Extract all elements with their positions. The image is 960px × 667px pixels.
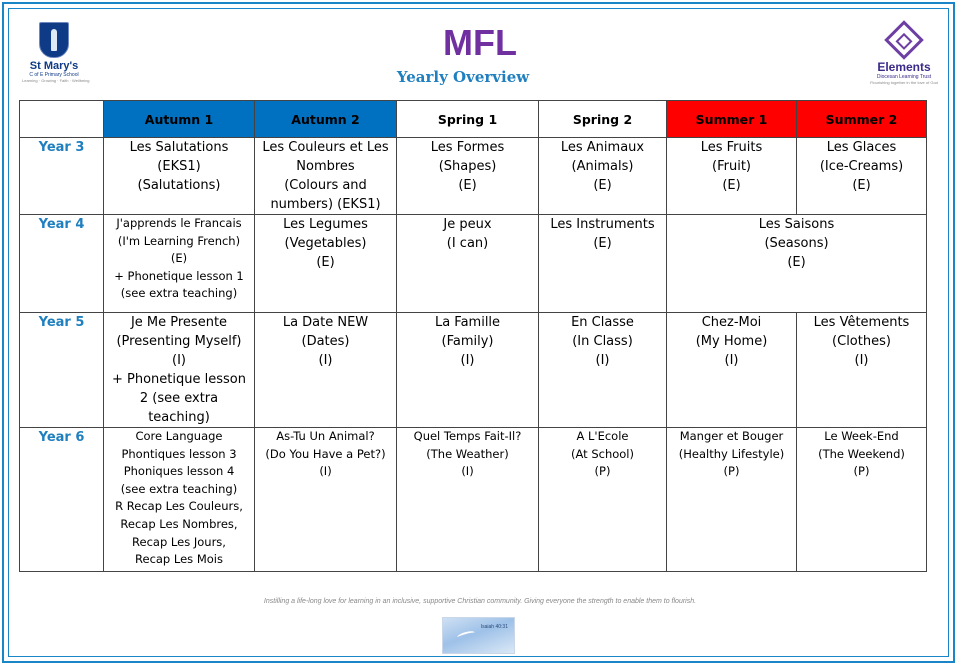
topic-line: Recap Les Nombres,	[120, 516, 238, 531]
topic-line: J'apprends le Francais	[116, 216, 242, 230]
topic-cell	[397, 215, 539, 313]
topic-line: En Classe	[571, 315, 634, 330]
topic-line: Les Salutations	[129, 140, 229, 155]
topic-line: (I)	[172, 353, 186, 368]
topic-line: Recap Les Mois	[135, 552, 223, 567]
topic-line: Recap Les Jours,	[132, 534, 226, 549]
topic-line: teaching)	[148, 410, 210, 425]
topic-line: (Animals)	[571, 159, 634, 174]
topic-cell	[797, 428, 927, 572]
eagle-icon	[457, 630, 476, 640]
topic-cell	[797, 313, 927, 428]
scripture-image	[442, 617, 515, 654]
topic-cell	[255, 428, 397, 572]
topic-cell	[255, 313, 397, 428]
topic-cell	[539, 313, 667, 428]
page-title: MFL	[443, 22, 517, 63]
school-logo-name: St Mary's	[29, 60, 79, 72]
topic-cell	[667, 138, 797, 215]
topic-line: (Ice-Creams)	[819, 159, 904, 174]
topic-line: (In Class)	[572, 334, 633, 349]
topic-cell	[397, 138, 539, 215]
topic-line: (Do You Have a Pet?)	[265, 446, 386, 461]
trust-emblem-icon	[884, 20, 924, 60]
topic-cell	[667, 428, 797, 572]
table-row	[20, 138, 927, 215]
topic-line: (E)	[593, 236, 612, 251]
trust-logo-sub: Diocesan Learning Trust	[876, 74, 932, 80]
topic-line: Phontiques lesson 3	[121, 446, 237, 461]
topic-line: Je Me Presente	[130, 315, 228, 330]
topic-line: (Family)	[441, 334, 494, 349]
topic-line: Les Instruments	[550, 217, 655, 232]
term-header-autumn-2: Autumn 2	[255, 101, 397, 138]
term-header-summer-2: Summer 2	[797, 101, 927, 138]
topic-line: (Salutations)	[137, 178, 221, 193]
table-row	[20, 428, 927, 572]
topic-line: (I)	[318, 353, 333, 368]
topic-line: (Shapes)	[438, 159, 497, 174]
page-subtitle: Yearly Overview	[396, 68, 530, 86]
topic-line: (Fruit)	[712, 159, 751, 174]
topic-line: (Dates)	[301, 334, 350, 349]
topic-line: (P)	[594, 464, 611, 479]
topic-line: (P)	[853, 464, 870, 479]
topic-line: Le Week-End	[824, 429, 899, 443]
topic-line: (I)	[319, 464, 332, 479]
topic-cell	[397, 313, 539, 428]
topic-line: Les Formes	[430, 140, 505, 155]
year-label: Year 3	[20, 138, 104, 215]
topic-cell	[104, 138, 255, 215]
yearly-overview-table	[19, 100, 927, 572]
topic-line: R Recap Les Couleurs,	[115, 499, 243, 514]
term-header-spring-2: Spring 2	[539, 101, 667, 138]
topic-line: (E)	[593, 178, 612, 193]
topic-cell	[104, 215, 255, 313]
topic-cell	[255, 138, 397, 215]
topic-cell	[667, 313, 797, 428]
topic-line: (see extra teaching)	[120, 481, 238, 496]
school-motto: Instilling a life-long love for learning in an inclusive, supportive Christian community. Giving everyone the strength to enable them to flourish.	[263, 598, 697, 605]
topic-line: (E)	[170, 251, 188, 266]
topic-line: Chez-Moi	[701, 315, 762, 330]
topic-line: Les Legumes	[283, 217, 368, 232]
year-label: Year 4	[20, 215, 104, 313]
topic-line: (The Weekend)	[818, 446, 905, 461]
topic-line: (E)	[852, 178, 871, 193]
topic-line: (Clothes)	[832, 334, 891, 349]
topic-line: (E)	[722, 178, 741, 193]
topic-line: (Colours and	[284, 178, 367, 193]
topic-line: Les Saisons	[758, 217, 835, 232]
topic-line: Je peux	[443, 217, 492, 232]
topic-cell	[539, 138, 667, 215]
topic-line: Nombres	[296, 159, 355, 174]
topic-line: Quel Temps Fait-Il?	[413, 429, 522, 443]
topic-line: (I)	[854, 353, 869, 368]
topic-line: Les Animaux	[560, 140, 645, 155]
topic-line: (My Home)	[695, 334, 768, 349]
topic-line: (At School)	[571, 446, 634, 461]
scripture-reference: Isaiah 40:31	[480, 624, 508, 630]
topic-line: (Healthy Lifestyle)	[678, 446, 785, 461]
topic-line: (EKS1)	[157, 159, 201, 174]
topic-line: (The Weather)	[426, 446, 509, 461]
topic-line: (see extra teaching)	[120, 286, 238, 301]
trust-logo-tagline: Flourishing together in the love of God	[870, 80, 938, 85]
topic-line: La Date NEW	[282, 315, 369, 330]
topic-line: (I'm Learning French)	[117, 233, 241, 248]
topic-line: Les Vêtements	[813, 315, 910, 330]
topic-line: (P)	[723, 464, 740, 479]
topic-line: (Seasons)	[764, 236, 829, 251]
topic-cell	[667, 215, 927, 313]
school-logo-tagline: Learning · Growing · Faith · Wellbeing	[22, 78, 90, 83]
topic-line: (I)	[595, 353, 610, 368]
topic-line: (I)	[461, 464, 474, 479]
topic-line: Core Language	[135, 429, 223, 443]
term-header-spring-1: Spring 1	[397, 101, 539, 138]
topic-line: Les Fruits	[700, 140, 763, 155]
topic-line: Phoniques lesson 4	[123, 464, 235, 479]
year-label: Year 6	[20, 428, 104, 572]
topic-line: La Famille	[434, 315, 501, 330]
topic-line: Les Glaces	[826, 140, 897, 155]
table-row	[20, 313, 927, 428]
trust-logo-name: Elements	[877, 60, 931, 74]
topic-line: (I)	[724, 353, 739, 368]
topic-line: (Vegetables)	[284, 236, 367, 251]
topic-line: Les Couleurs et Les	[262, 140, 389, 155]
topic-line: Manger et Bouger	[679, 429, 784, 443]
school-logo-sub: C of E Primary School	[29, 72, 79, 78]
topic-cell	[104, 313, 255, 428]
topic-line: numbers) (EKS1)	[270, 197, 381, 212]
topic-cell	[397, 428, 539, 572]
topic-cell	[104, 428, 255, 572]
topic-line: + Phonetique lesson 1	[114, 268, 244, 283]
topic-line: (E)	[458, 178, 477, 193]
term-header-autumn-1: Autumn 1	[104, 101, 255, 138]
topic-line: As-Tu Un Animal?	[276, 429, 375, 443]
table-row	[20, 215, 927, 313]
topic-cell	[539, 428, 667, 572]
topic-line: (I can)	[446, 236, 489, 251]
topic-line: (Presenting Myself)	[116, 334, 242, 349]
topic-line: A L'Ecole	[576, 429, 629, 443]
term-header-summer-1: Summer 1	[667, 101, 797, 138]
year-label: Year 5	[20, 313, 104, 428]
topic-line: (E)	[316, 255, 335, 270]
term-header-row	[20, 101, 927, 138]
topic-line: + Phonetique lesson	[112, 372, 246, 387]
topic-cell	[797, 138, 927, 215]
topic-line: (I)	[460, 353, 475, 368]
trust-logo	[866, 22, 942, 92]
topic-line: (E)	[787, 255, 806, 270]
topic-line: 2 (see extra	[139, 391, 219, 406]
topic-cell	[255, 215, 397, 313]
corner-cell	[20, 101, 104, 138]
topic-cell	[539, 215, 667, 313]
